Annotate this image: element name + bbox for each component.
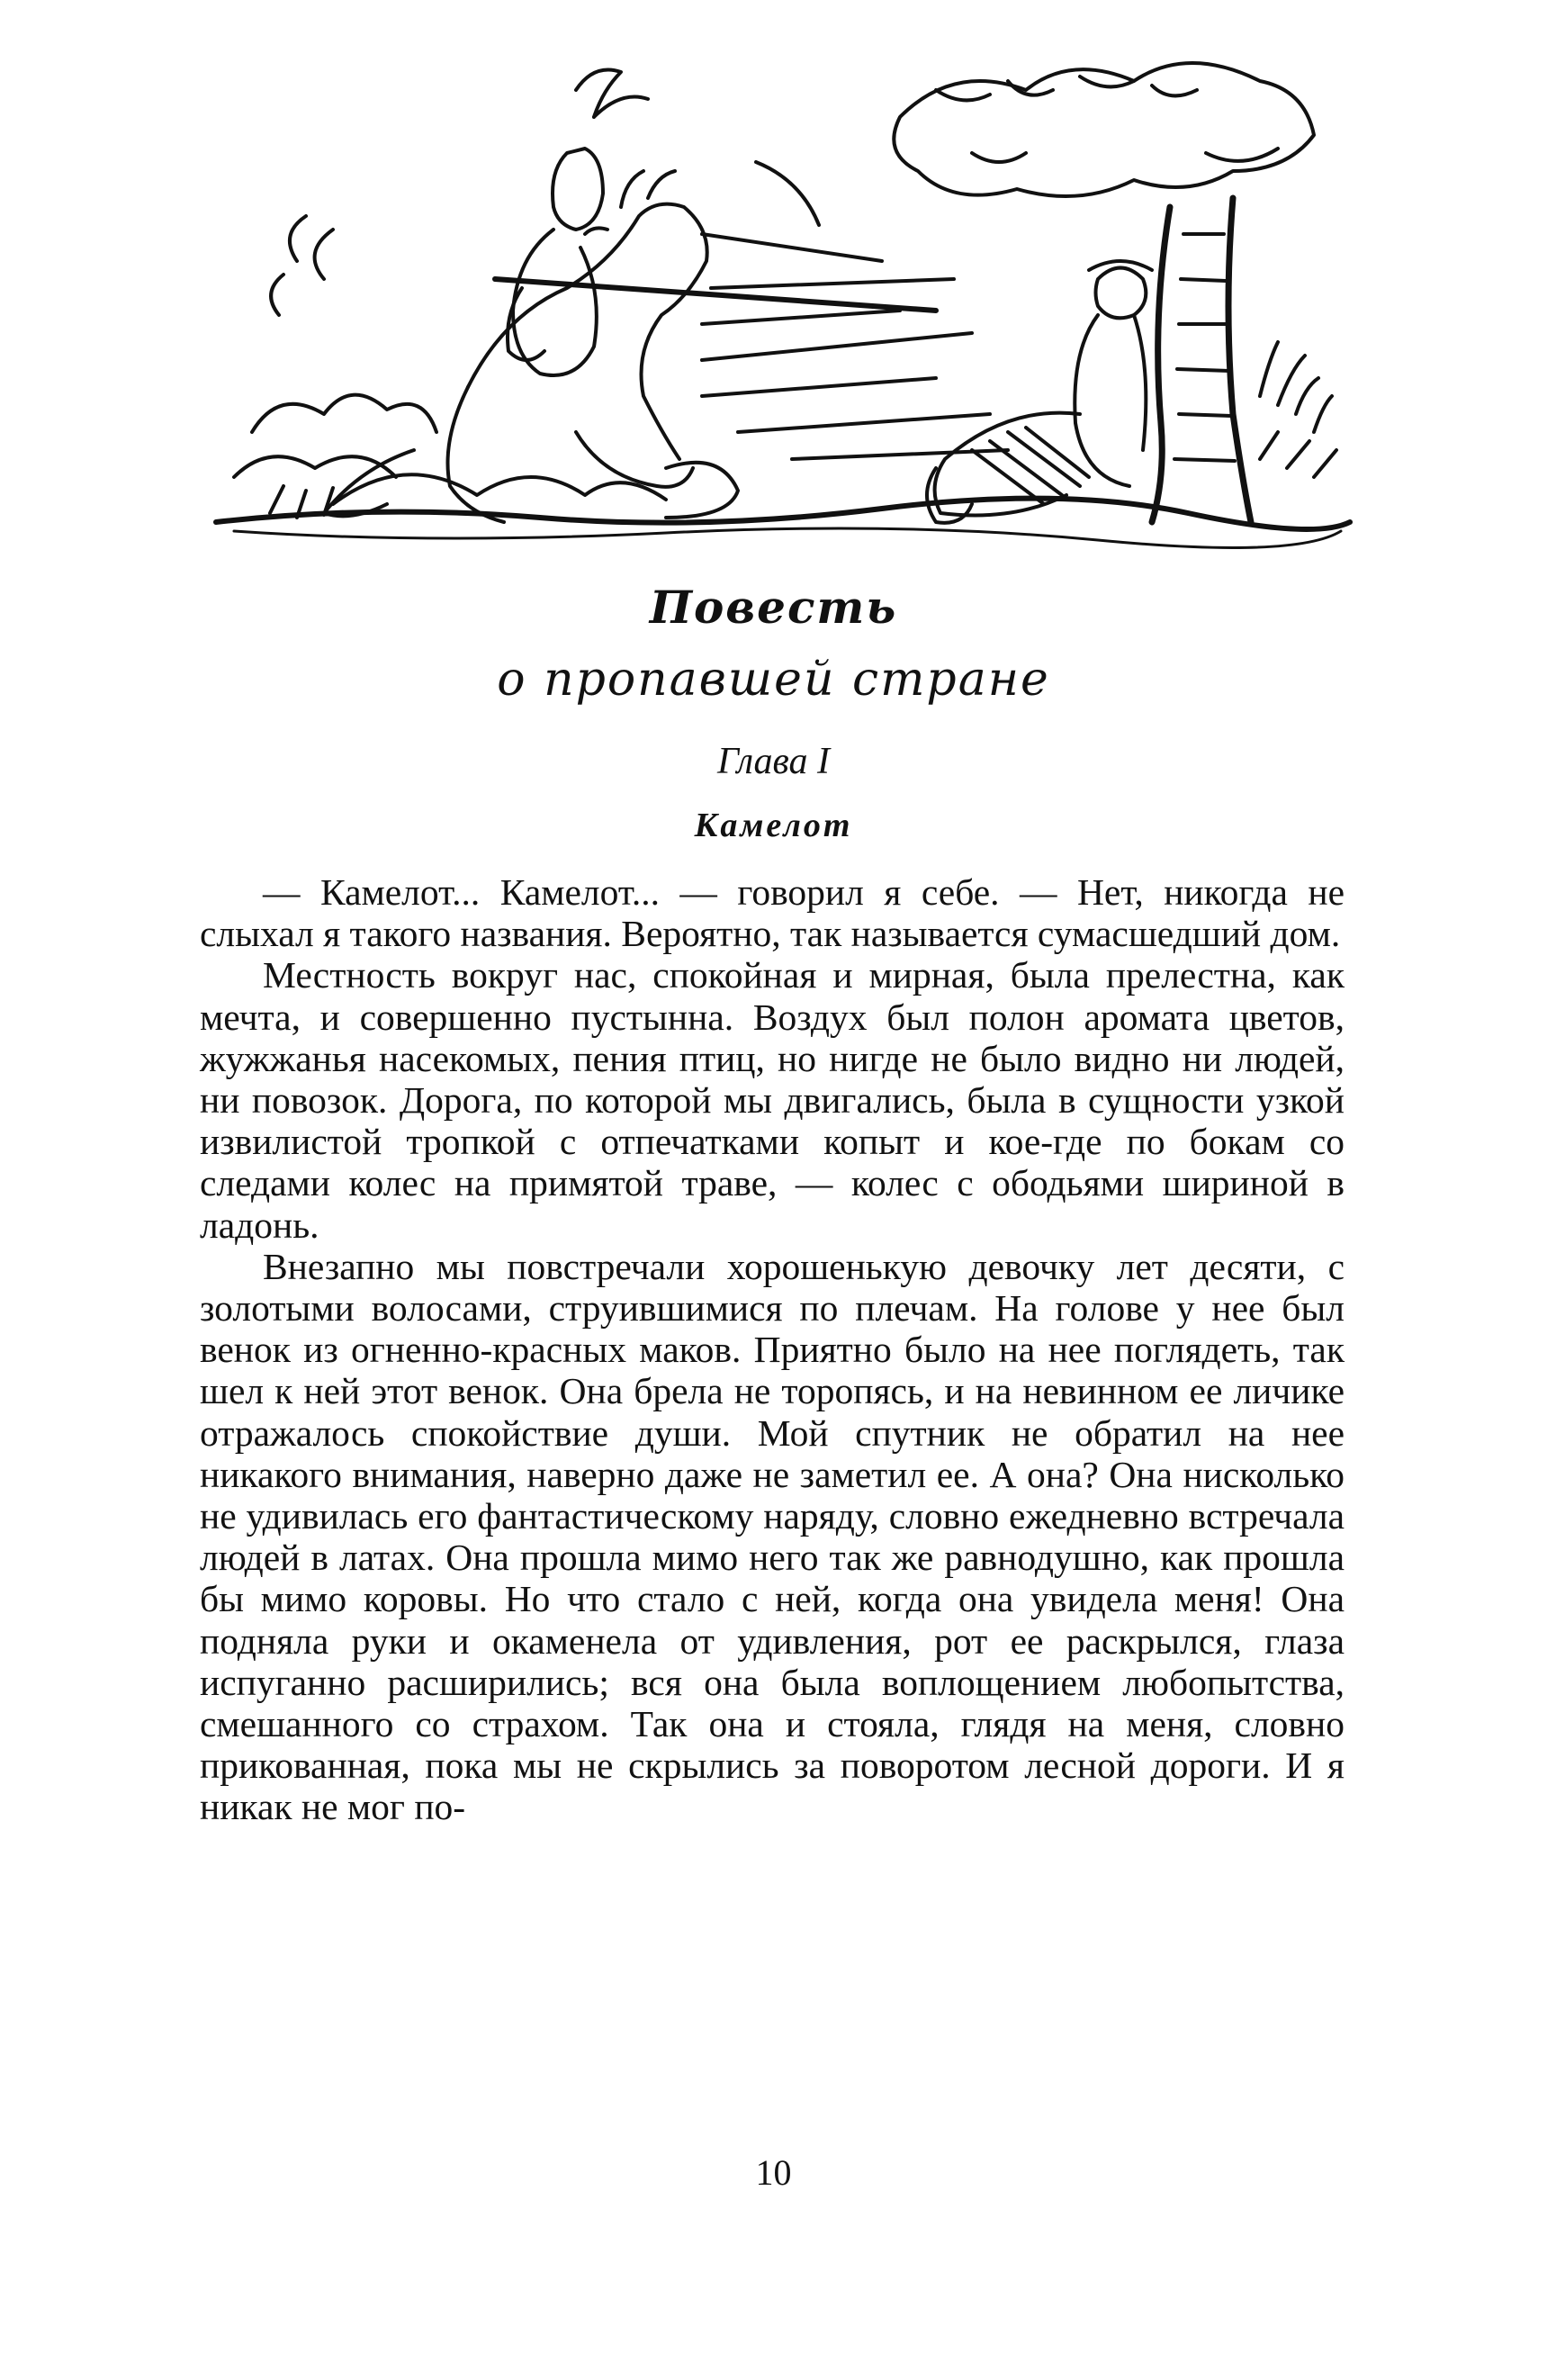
chapter-number: Глава I [717,741,830,782]
paragraph-1: — Камелот... Камелот... — говорил я себе. — Нет, никогда не слыхал я такого названия. Вероятно, так называется сумасшедший дом. [200,871,1345,955]
chapter-title: Камелот [694,807,853,844]
book-title-line-2: о пропавшей стране [497,653,1050,707]
paragraph-2: Местность вокруг нас, спокойная и мирная, была прелестна, как мечта, и совершенно пустынна. Воздух был полон аромата цветов, жужжанья насекомых, пения птиц, но нигде не было видно ни людей, ни повозок. Дорога, по которой мы двигались, была в сущности узкой извилистой тропкой с отпечатками копыт и кое-где по бокам со следами колес на примятой траве, — колес с ободьями шириной в ладонь. [200,954,1345,1246]
page-number: 10 [755,2152,792,2193]
book-title-line-1: Повесть [649,581,898,634]
knight-illustration [198,54,1359,567]
chapter-text [200,871,1345,1828]
paragraph-3: Внезапно мы повстречали хорошенькую девочку лет десяти, с золотыми волосами, струившимися по плечам. На голове у нее был венок из огненно-красных маков. Приятно было на нее поглядеть, так шел к ней этот венок. Она брела не торопясь, и на невинном ее личике отражалось спокойствие души. Мой спутник не обратил на нее никакого внимания, наверно даже не заметил ее. А она? Она нисколько не удивилась его фантастическому наряду, словно ежедневно встречала людей в латах. Она прошла мимо него так же равнодушно, как прошла бы мимо коровы. Но что стало с ней, когда она увидела меня! Она подняла руки и окаменела от удивления, рот ее раскрылся, глаза испуганно расширились; вся она была воплощением любопытства, смешанного со страхом. Так она и стояла, глядя на меня, словно прикованная, пока мы не скрылись за поворотом лесной дороги. И я никак не мог по- [200,1245,1345,1828]
